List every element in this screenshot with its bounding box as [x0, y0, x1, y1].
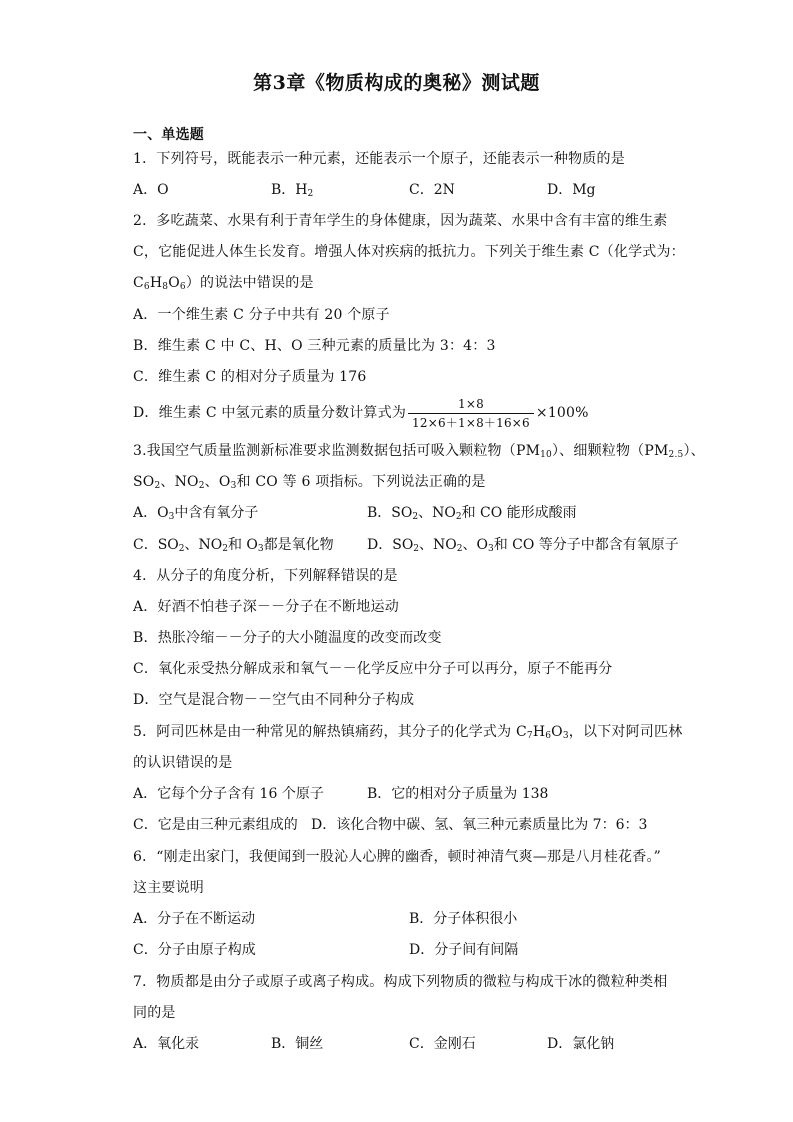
- section-heading: 一、单选题: [133, 127, 204, 143]
- question-5-stem-line-2: 的认识错误的是: [133, 755, 233, 771]
- question-2-option-b: B．维生素 C 中 C、H、O 三种元素的质量比为 3：4：3: [133, 338, 496, 354]
- question-5-option-d: D．该化合物中碳、氢、氧三种元素质量比为 7：6：3: [311, 817, 648, 833]
- question-6-stem-line-1: 6．“刚走出家门，我便闻到一股沁人心脾的幽香，顿时神清气爽—那是八月桂花香。”: [133, 849, 662, 865]
- question-3-stem-line-2: $SO_2$、$NO_2$、$O_3$和 CO 等 6 项指标。下列说法正确的是: [133, 474, 486, 491]
- question-2-option-a: A．一个维生素 C 分子中共有 20 个原子: [133, 307, 390, 323]
- question-4-stem: 4．从分子的角度分析，下列解释错误的是: [133, 568, 398, 584]
- question-6-option-b: B．分子体积很小: [409, 911, 518, 927]
- question-1-option-b: B．$H_2$: [271, 182, 314, 199]
- question-7-option-c: C．金刚石: [409, 1036, 476, 1052]
- question-5-option-b: B．它的相对分子质量为 138: [367, 786, 549, 802]
- question-4-option-a: A．好酒不怕巷子深－－分子在不断地运动: [133, 599, 399, 615]
- question-3-option-b: B．$SO_2$、$NO_2$和 CO 能形成酸雨: [367, 505, 577, 522]
- question-5-stem-line-1: 5．阿司匹林是由一种常见的解热镇痛药，其分子的化学式为 $C_7H_6O_3$，以下对阿司匹林: [133, 724, 683, 741]
- question-2-stem-line-2: C，它能促进人体生长发育。增强人体对疾病的抵抗力。下列关于维生素 C（化学式为：: [133, 244, 685, 260]
- question-4-option-d: D．空气是混合物－－空气由不同种分子构成: [133, 692, 415, 708]
- question-1-option-d: D．Mg: [547, 182, 596, 198]
- question-3-option-c: C．$SO_2$、$NO_2$和 $O_3$都是氧化物: [133, 537, 334, 554]
- question-6-option-c: C．分子由原子构成: [133, 942, 256, 958]
- question-1-stem: 1．下列符号，既能表示一种元素，还能表示一个原子，还能表示一种物质的是: [133, 151, 625, 167]
- question-6-stem-line-2: 这主要说明: [133, 880, 204, 896]
- question-5-option-c: C．它是由三种元素组成的: [133, 817, 298, 833]
- mass-fraction-formula: $\frac{1\times 8}{12\times 6+1\times 8+16\times 6}$: [408, 397, 534, 430]
- question-7-stem-line-2: 同的是: [133, 1005, 176, 1021]
- question-2-option-c: C．维生素 C 的相对分子质量为 176: [133, 369, 367, 385]
- page-title: 第3章《物质构成的奥秘》测试题: [253, 72, 540, 94]
- question-4-option-b: B．热胀冷缩－－分子的大小随温度的改变而改变: [133, 630, 442, 646]
- question-5-option-a: A．它每个分子含有 16 个原子: [133, 786, 324, 802]
- question-3-option-a: A．$O_3$中含有氧分子: [133, 505, 259, 522]
- question-1-option-c: C．2N: [409, 182, 455, 198]
- question-7-option-b: B．铜丝: [271, 1036, 324, 1052]
- question-7-stem-line-1: 7．物质都是由分子或原子或离子构成。构成下列物质的微粒与构成干冰的微粒种类相: [133, 974, 668, 990]
- question-2-option-d: D．维生素 C 中氢元素的质量分数计算式为 $\frac{1\times 8}{12\times 6+1\times 8+16\times 6}$ ×100%: [133, 396, 589, 430]
- question-2-stem-line-3: $C_6H_8O_6$）的说法中错误的是: [133, 275, 314, 292]
- question-6-option-d: D．分子间有间隔: [409, 942, 519, 958]
- question-3-stem-line-1: 3.我国空气质量监测新标准要求监测数据包括可吸入颗粒物$(PM_{10})$、细颗粒物$(PM_{2.5})$、: [133, 443, 705, 460]
- question-1-option-a: A．O: [133, 182, 169, 198]
- question-7-option-d: D．氯化钠: [547, 1036, 615, 1052]
- question-6-option-a: A．分子在不断运动: [133, 911, 256, 927]
- question-2-stem-line-1: 2．多吃蔬菜、水果有利于青年学生的身体健康，因为蔬菜、水果中含有丰富的维生素: [133, 213, 668, 229]
- question-3-option-d: D．$SO_2$、$NO_2$、$O_3$和 CO 等分子中都含有氧原子: [367, 537, 679, 554]
- question-4-option-c: C．氧化汞受热分解成汞和氧气－－化学反应中分子可以再分，原子不能再分: [133, 661, 613, 677]
- question-7-option-a: A．氧化汞: [133, 1036, 200, 1052]
